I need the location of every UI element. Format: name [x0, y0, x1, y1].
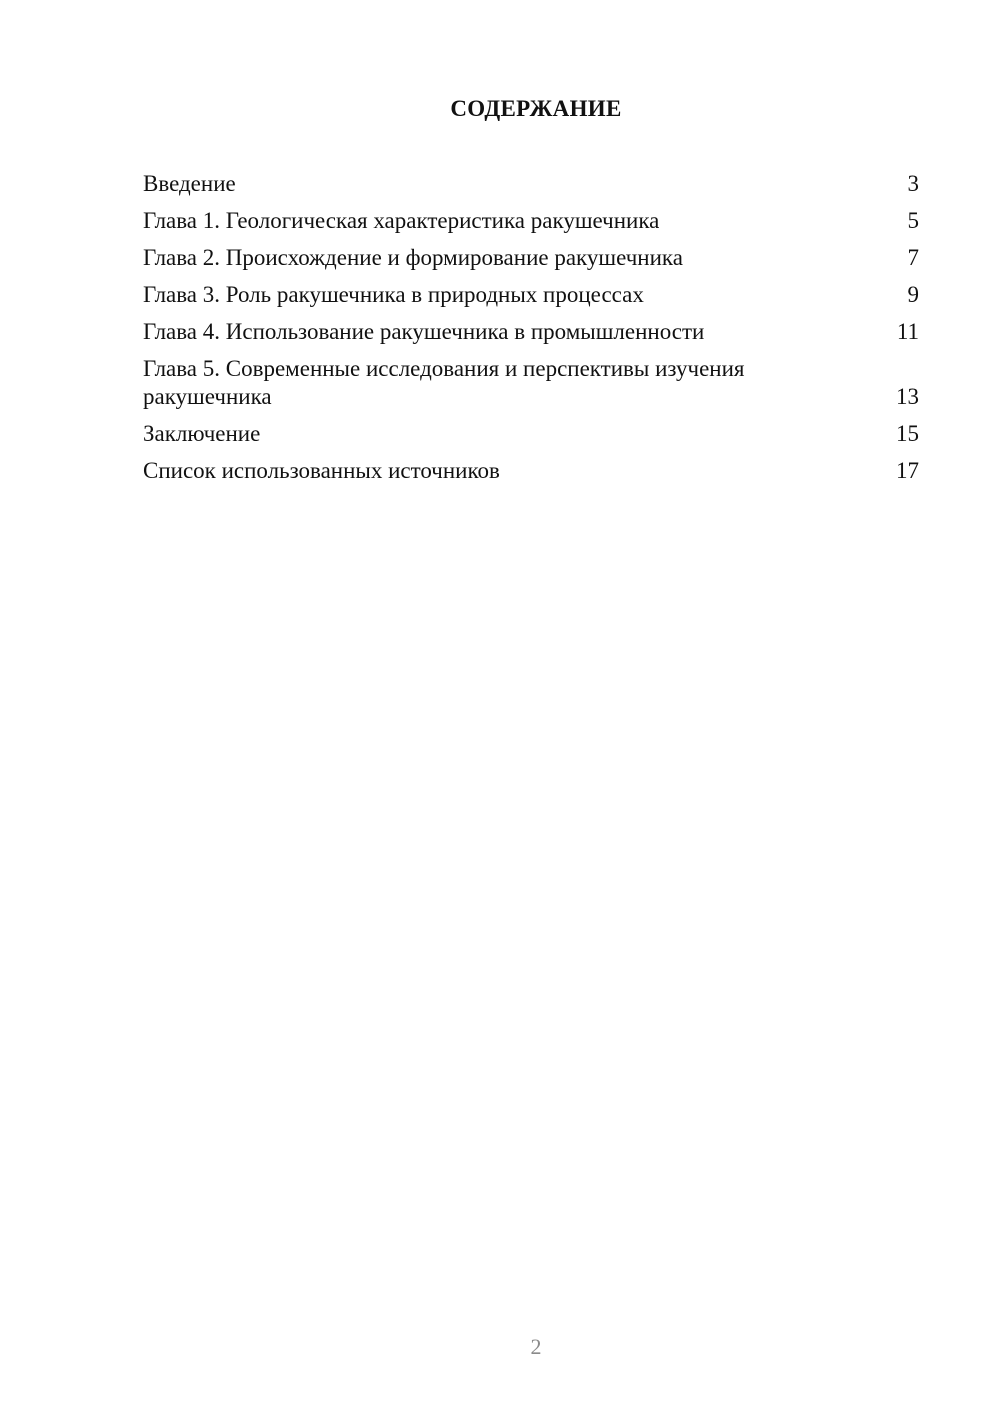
toc-entry-chapter-1: [143, 207, 919, 235]
toc-entry-page: 17: [896, 458, 919, 483]
toc-entry-page: 5: [907, 208, 919, 233]
toc-entry-conclusion: [143, 420, 919, 448]
toc-entry-label: Список использованных источников: [143, 458, 500, 483]
toc-entry-page: 7: [907, 245, 919, 270]
toc-entry-page: 3: [907, 171, 919, 196]
toc-entry-label: Глава 3. Роль ракушечника в природных процессах: [143, 282, 644, 307]
toc-entry-label: Введение: [143, 171, 236, 196]
toc-entry-label: Глава 1. Геологическая характеристика ракушечника: [143, 208, 660, 233]
toc-entry-chapter-5: [143, 355, 919, 411]
page-number: 2: [530, 1334, 542, 1359]
toc-entry-label: Глава 4. Использование ракушечника в промышленности: [143, 319, 705, 344]
toc-entry-label: Глава 2. Происхождение и формирование ракушечника: [143, 245, 683, 270]
toc-entry-introduction: [143, 170, 919, 198]
toc-entry-page: 15: [896, 421, 919, 446]
toc-entry-chapter-2: [143, 244, 919, 272]
toc-entry-references: [143, 457, 919, 485]
toc-entry-page: 9: [907, 282, 919, 307]
toc-entry-page: 13: [896, 384, 919, 409]
toc-entry-chapter-3: [143, 281, 919, 309]
toc-entry-label: Глава 5. Современные исследования и перспективы изучения ракушечника: [143, 356, 745, 409]
toc-entry-label: Заключение: [143, 421, 261, 446]
page-title: СОДЕРЖАНИЕ: [450, 96, 622, 121]
toc-entry-page: 11: [896, 319, 919, 344]
table-of-contents: [143, 170, 919, 494]
toc-entry-chapter-4: [143, 318, 919, 346]
